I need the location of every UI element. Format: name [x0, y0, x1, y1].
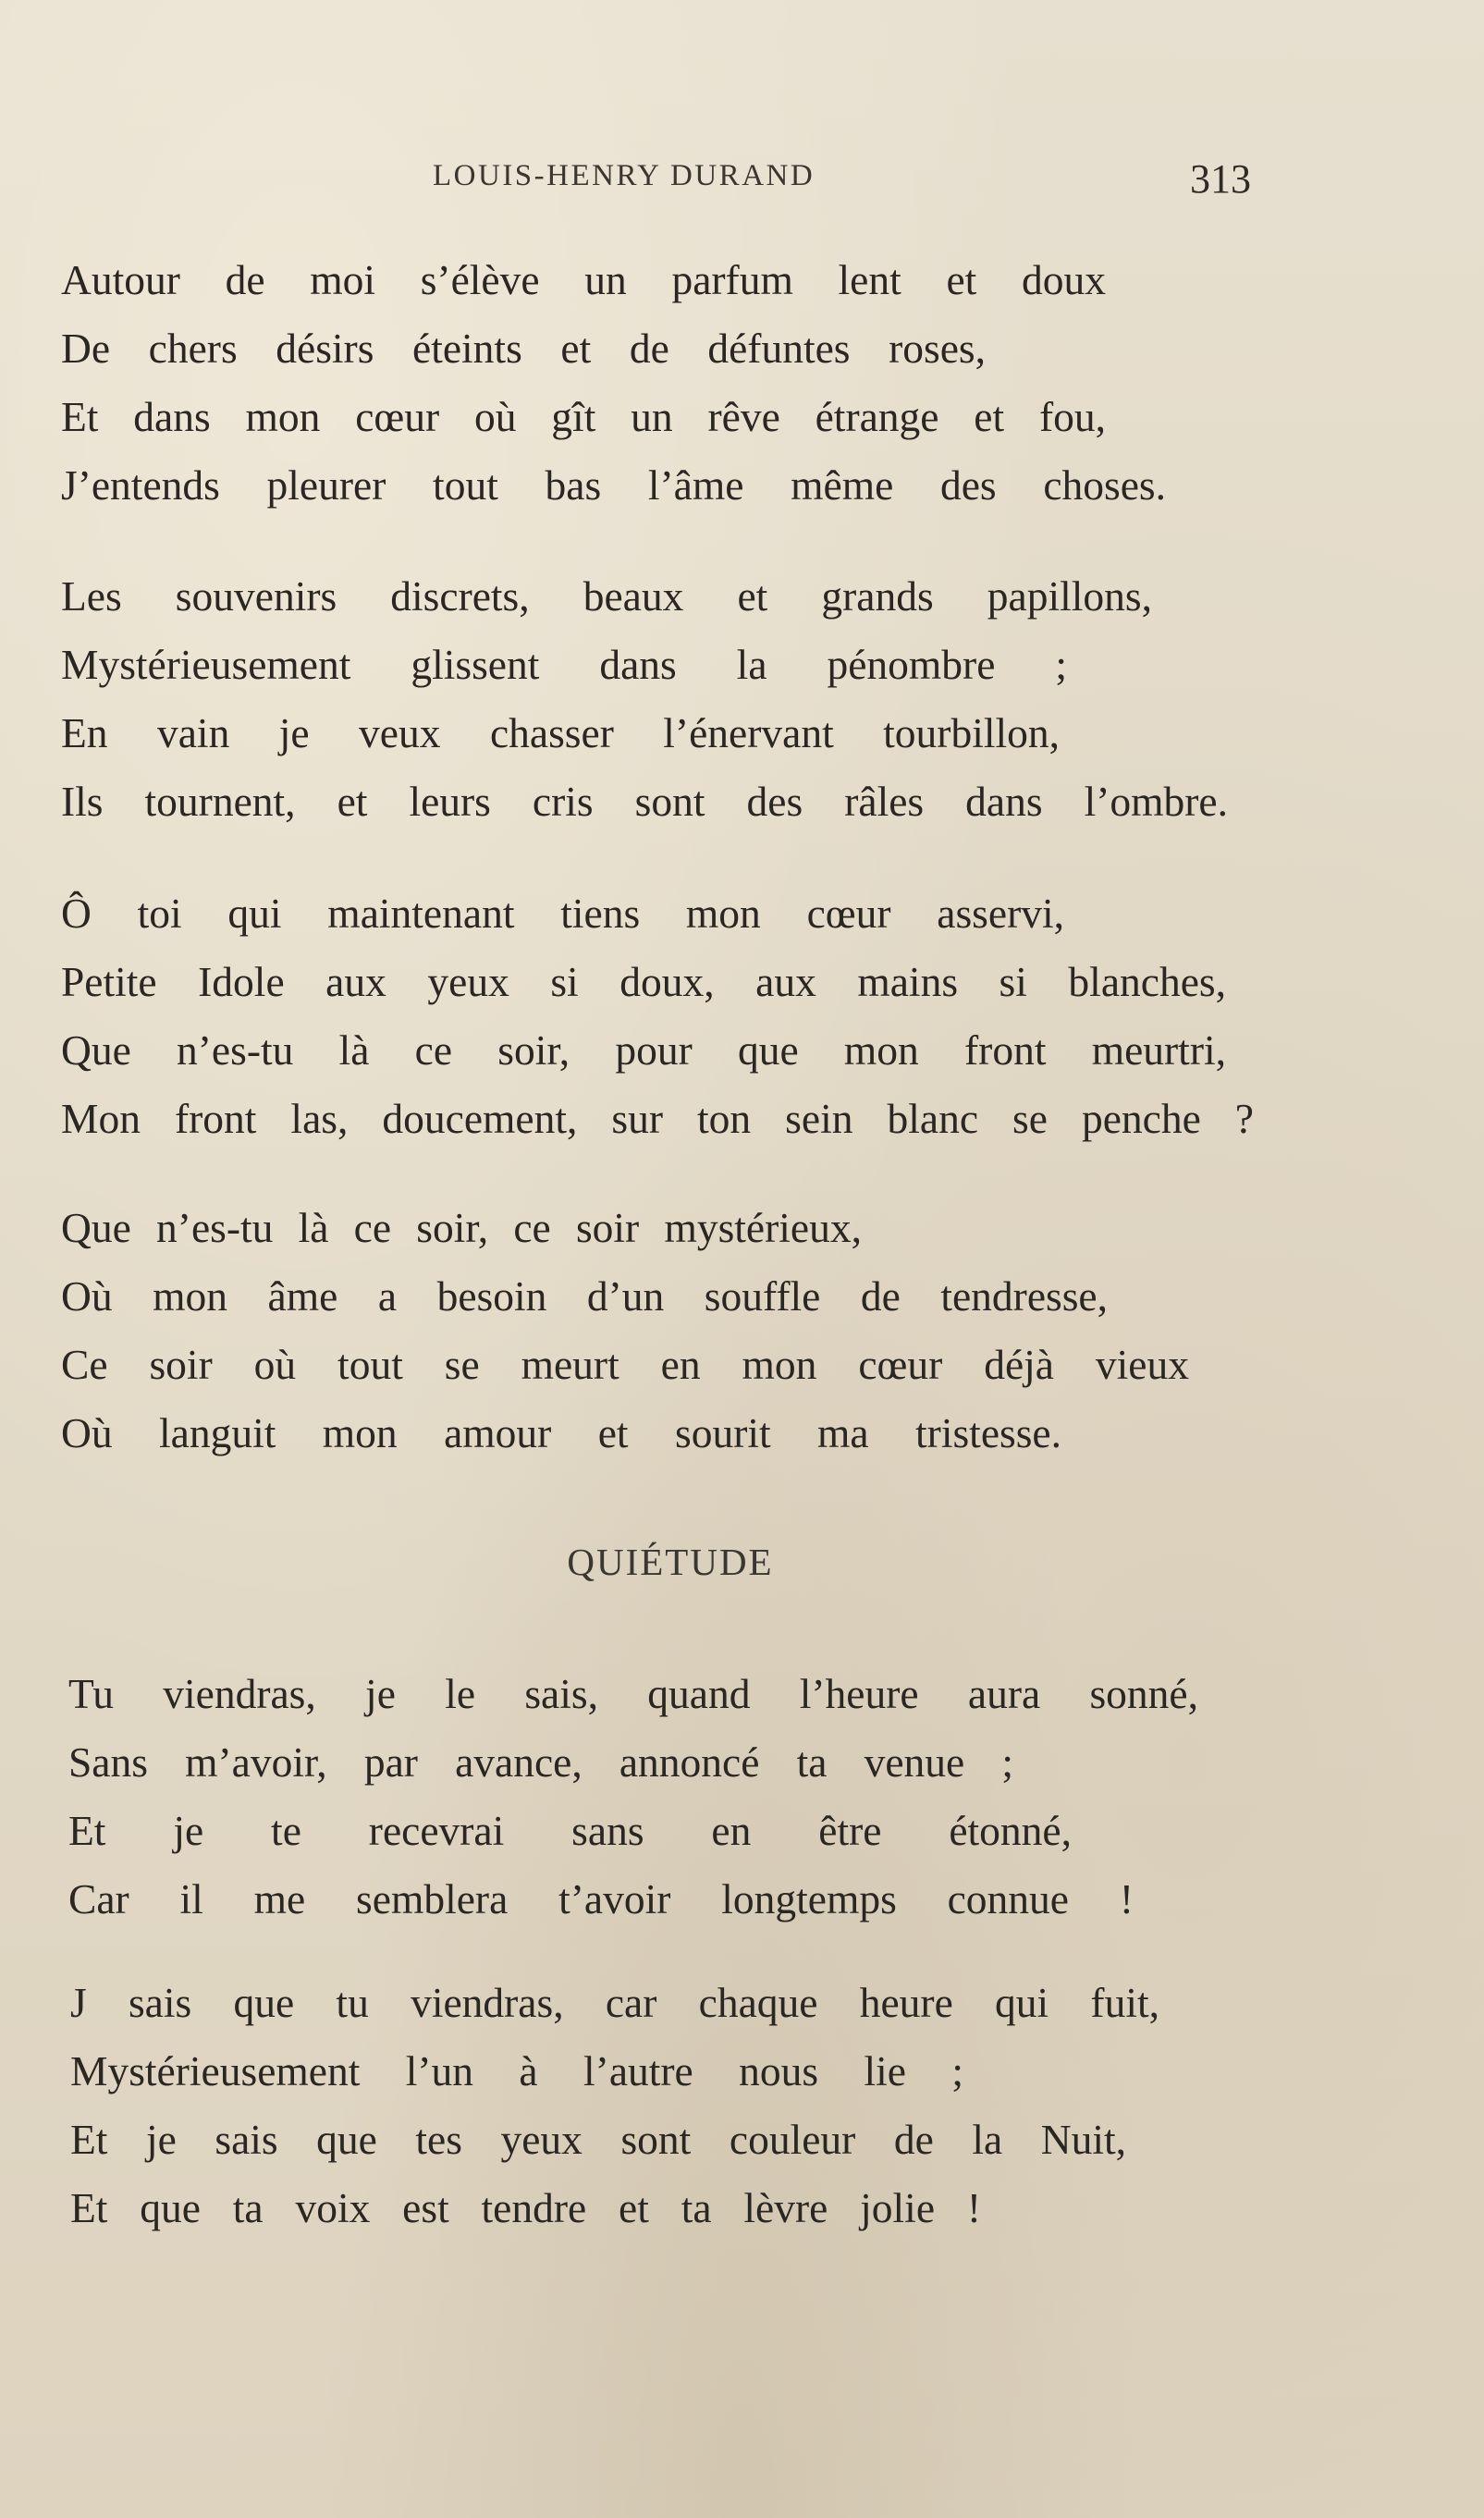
verse-line: Et je sais que tes yeux sont couleur de la Nuit,	[70, 2116, 1126, 2163]
verse-line: J sais que tu viendras, car chaque heure qui fuit,	[70, 1979, 1159, 2026]
verse-line: Et que ta voix est tendre et ta lèvre jolie !	[70, 2184, 981, 2231]
stanza	[61, 879, 1254, 1153]
verse-line: Autour de moi s’élève un parfum lent et doux	[61, 256, 1106, 303]
page-number: 313	[1190, 156, 1251, 202]
verse-line: Et je te recevrai sans en être étonné,	[68, 1807, 1072, 1854]
verse-line: Où languit mon amour et sourit ma tristesse.	[61, 1409, 1061, 1456]
verse-line: Sans m’avoir, par avance, annoncé ta venue ;	[68, 1738, 1013, 1786]
verse-line: Que n’es-tu là ce soir, ce soir mystérieux,	[61, 1204, 862, 1251]
verse-line: Tu viendras, je le sais, quand l’heure aura sonné,	[68, 1670, 1198, 1717]
stanza	[61, 1194, 1194, 1468]
verse-line: Les souvenirs discrets, beaux et grands papillons,	[61, 572, 1152, 620]
stanza	[68, 1660, 1198, 1934]
verse-line: En vain je veux chasser l’énervant tourbillon,	[61, 709, 1060, 756]
verse-line: Mystérieusement glissent dans la pénombre ;	[61, 641, 1067, 688]
stanza	[61, 562, 1228, 836]
verse-line: Petite Idole aux yeux si doux, aux mains si blanches,	[61, 958, 1226, 1005]
verse-line: Où mon âme a besoin d’un souffle de tendresse,	[61, 1272, 1108, 1320]
verse-line: Ils tournent, et leurs cris sont des râles dans l’ombre.	[61, 778, 1228, 825]
stanza	[61, 246, 1166, 520]
verse-line: J’entends pleurer tout bas l’âme même des choses.	[61, 461, 1166, 509]
verse-line: Que n’es-tu là ce soir, pour que mon front meurtri,	[61, 1026, 1226, 1074]
verse-line: Mon front las, doucement, sur ton sein blanc se penche ?	[61, 1095, 1254, 1142]
poem-title: QUIÉTUDE	[567, 1541, 774, 1583]
verse-line: Car il me semblera t’avoir longtemps connue !	[68, 1875, 1134, 1922]
verse-line: Ô toi qui maintenant tiens mon cœur asservi,	[61, 890, 1064, 937]
stanza	[70, 1969, 1200, 2242]
running-head	[0, 156, 1484, 205]
verse-line: Ce soir où tout se meurt en mon cœur déjà vieux	[61, 1341, 1189, 1388]
verse-line: Mystérieusement l’un à l’autre nous lie ;	[70, 2047, 963, 2094]
verse-line: De chers désirs éteints et de défuntes roses,	[61, 325, 986, 372]
verse-line: Et dans mon cœur où gît un rêve étrange et fou,	[61, 393, 1106, 440]
running-head-author: LOUIS-HENRY DURAND	[433, 159, 816, 192]
